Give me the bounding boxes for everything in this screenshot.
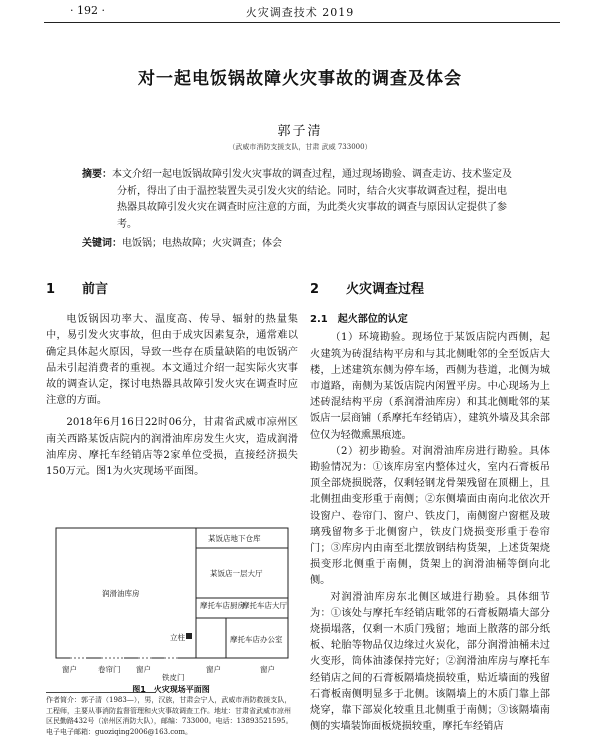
keywords-text: 电饭锅；电热故障；火灾调查；体会 [122, 238, 282, 249]
subsection-heading: 2.1 起火部位的认定 [310, 314, 408, 326]
author-affiliation: （武威市消防支援支队，甘肃 武威 733000） [228, 143, 372, 151]
author-footnote [46, 695, 296, 737]
section-heading-intro [46, 282, 298, 298]
footnote-text: 作者简介：郭子清（1983—），男，汉族，甘肃会宁人，武威市消防救援支队，工程师，主要从事消防监督管理和火灾事故调查工作。地址：甘肃省武威市凉州区民勤路432号（凉州区消防大队），邮编：733000。电话：13893521595。电子电子邮箱：guoziqing2006@163.com。 [46, 696, 293, 736]
pillar-marker [186, 633, 192, 639]
label-moto-office: 摩托车店办公室 [230, 635, 283, 644]
abstract [82, 167, 512, 233]
abstract-label: 摘要： [82, 169, 112, 180]
label-window-3: 窗户 [206, 665, 221, 674]
label-restaurant-hall: 某饭店一层大厅 [210, 569, 263, 578]
keywords-label: 关键词： [82, 238, 122, 249]
left-column [46, 282, 298, 480]
page-header [0, 0, 600, 24]
section-heading-investigation [310, 282, 550, 298]
paragraph: 2018年6月16日22时06分，甘肃省武威市凉州区南关西路某饭店院内的润滑油库房发生火灾，造成润滑油库房、摩托车经销店等2家单位受损，直接经济损失150万元。图1为火灾现场平面图。 [46, 417, 298, 478]
journal-name: 火灾调查技术 2019 [245, 6, 355, 19]
floor-plan-figure [46, 508, 296, 684]
abstract-text: 本文介绍一起电饭锅故障引发火灾事故的调查过程，通过现场勘验、调查走访、技术鉴定及分析，得出了由于温控装置失灵引发火灾的结论。同时，结合火灾事故调查过程，提出电热器具故障引发火灾在调查时应注意的方面，为此类火灾事故的调查与原因认定提供了参考。 [112, 169, 512, 230]
section-number: 1 [46, 282, 56, 297]
label-pillar: 立柱 [170, 633, 185, 642]
section-number: 2 [310, 282, 320, 297]
keywords [82, 234, 512, 249]
label-moto-kitchen: 摩托车店厨房 [200, 601, 245, 610]
article-title: 对一起电饭锅故障火灾事故的调查及体会 [138, 69, 462, 89]
label-window-1: 窗户 [62, 665, 77, 674]
section-title: 前言 [82, 282, 109, 297]
figure-caption: 图1 火灾现场平面图 [132, 685, 210, 694]
label-window-4: 窗户 [260, 665, 275, 674]
paragraph: （1）环境勘验。现场位于某饭店院内西侧，起火建筑为砖混结构平房和与其北侧毗邻的全至饭店大楼，上述建筑东侧为停车场，西侧为巷道，北侧为城市道路，南侧为某饭店院内闲置平房。中心现场为上述砖混结构平房（系润滑油库房）和其北侧毗邻的某饭店一层商铺（系摩托车经销店），建筑外墙及其余部位仅为轻微熏黑痕迹。 [310, 332, 550, 441]
page-number: · 192 · [70, 4, 105, 17]
paragraph: 电饭锅因功率大、温度高、传导、辐射的热量集中，易引发火灾事故，但由于成灾因素复杂，通常难以确定具体起火原因，导致一些存在质量缺陷的电饭锅产品未引起消费者的重视。本文通过介绍一起实际火灾事故的调查认定，探讨电热器具故障引发火灾在调查时应注意的方面。 [46, 314, 298, 407]
header-rule [44, 22, 560, 23]
label-restaurant-store: 某饭店地下仓库 [208, 534, 261, 543]
paragraph: 对润滑油库房东北侧区域进行勘验。具体细节为：①该处与摩托车经销店毗邻的石膏板隔墙大部分烧损塌落，仅剩一木质门残留；地面上散落的部分纸板、轮胎等物品仅边缘过火炭化，部分润滑油桶未过火变形，筒体油漆保持完好；②润滑油库房与摩托车经销店之间的石膏板隔墙烧损较重，贴近墙面的残留石膏板南侧明显多于北侧。该隔墙上的木质门靠上部烧穿，靠下部炭化较重且北侧重于南侧；③该隔墙南侧的实墙装饰面板烧损较重，摩托车经销店 [310, 591, 550, 733]
right-column [310, 282, 550, 735]
label-moto-hall: 摩托车店大厅 [242, 601, 287, 610]
footnote-rule [46, 692, 156, 693]
label-shutter-door: 卷帘门 [98, 665, 121, 674]
label-window-2: 窗户 [136, 665, 151, 674]
paragraph: （2）初步勘验。对润滑油库房进行勘验。具体勘验情况为：①该库房室内整体过火，室内石膏板吊顶全部烧损脱落，仅剩轻钢龙骨架残留在顶棚上，且北侧扭曲变形重于南侧；②东侧墙面由南向北依次开设窗户、卷帘门、窗户、铁皮门，南侧窗户窗框及玻璃残留物多于北侧窗户，铁皮门烧损变形重于卷帘门；③库房内由南至北摆放钢结构货架，上述货架烧损变形北侧重于南侧，货架上的润滑油桶等倒向北侧。 [310, 445, 550, 587]
label-iron-door: 铁皮门 [162, 673, 185, 682]
section-title: 火灾调查过程 [346, 282, 425, 297]
author-name: 郭子清 [277, 124, 323, 139]
floor-plan-svg [46, 508, 296, 684]
label-oil-store: 润滑油库房 [102, 589, 140, 598]
